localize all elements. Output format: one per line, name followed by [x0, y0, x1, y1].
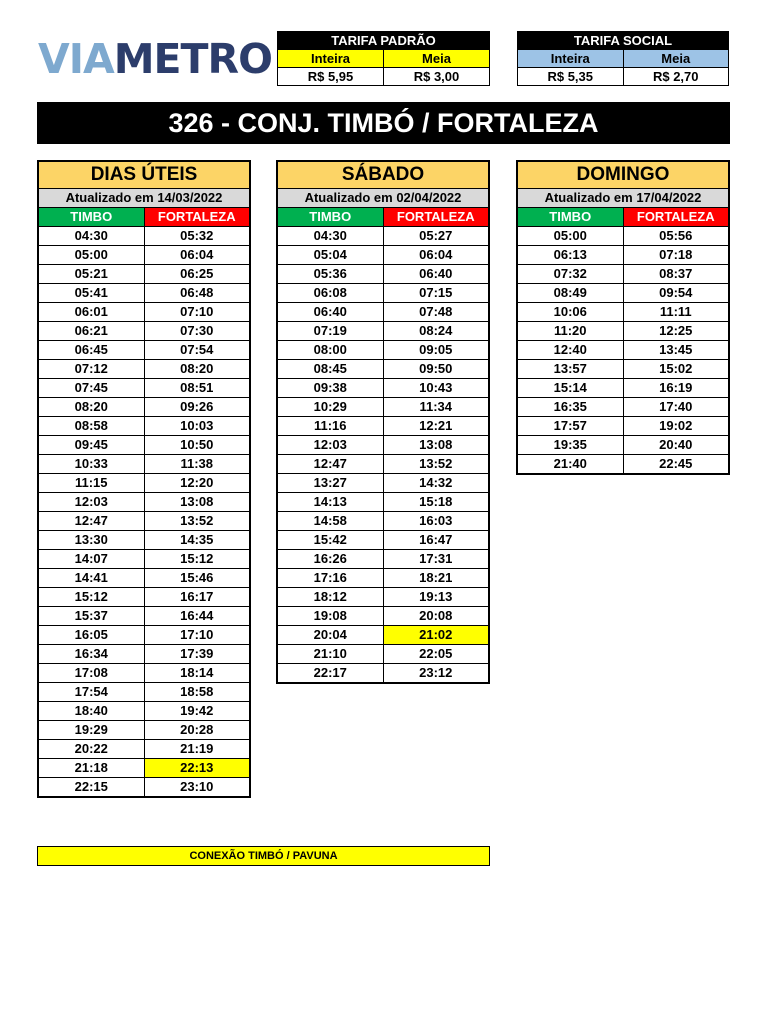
table-row: [517, 246, 729, 265]
departure-time-cell: 17:57: [517, 417, 623, 436]
fare-standard-title: TARIFA PADRÃO: [278, 32, 490, 50]
table-row: [38, 550, 250, 569]
arrival-time-cell: 10:50: [144, 436, 250, 455]
table-row: [38, 398, 250, 417]
departure-time-cell: 04:30: [277, 227, 383, 246]
schedule-weekdays-updated: Atualizado em 14/03/2022: [38, 189, 250, 208]
schedule-saturday-table: [276, 160, 490, 684]
table-row: [38, 455, 250, 474]
fare-standard-col-full: Inteira: [278, 50, 384, 68]
arrival-time-cell: 11:38: [144, 455, 250, 474]
departure-time-cell: 07:12: [38, 360, 144, 379]
table-row: [38, 531, 250, 550]
table-row: [38, 379, 250, 398]
table-row: [38, 417, 250, 436]
table-row: [277, 265, 489, 284]
fare-social-full-value: R$ 5,35: [518, 68, 624, 86]
schedule-sunday-day: DOMINGO: [517, 161, 729, 189]
schedule-sunday-table: [516, 160, 730, 475]
departure-time-cell: 09:45: [38, 436, 144, 455]
table-row: [38, 740, 250, 759]
table-row: [277, 626, 489, 645]
departure-time-cell: 08:58: [38, 417, 144, 436]
departure-time-cell: 08:20: [38, 398, 144, 417]
table-row: [517, 303, 729, 322]
fare-social-col-full: Inteira: [518, 50, 624, 68]
table-row: [277, 303, 489, 322]
departure-time-cell: 19:35: [517, 436, 623, 455]
table-row: [277, 645, 489, 664]
departure-time-cell: 08:45: [277, 360, 383, 379]
table-row: [277, 531, 489, 550]
table-row: [277, 398, 489, 417]
table-row: [517, 265, 729, 284]
table-row: [277, 360, 489, 379]
arrival-time-cell: 13:52: [144, 512, 250, 531]
table-row: [517, 455, 729, 475]
arrival-time-cell: 07:15: [383, 284, 489, 303]
arrival-time-cell: 09:26: [144, 398, 250, 417]
departure-time-cell: 08:49: [517, 284, 623, 303]
table-row: [277, 246, 489, 265]
departure-time-cell: 05:00: [517, 227, 623, 246]
fare-social-table: [517, 31, 729, 86]
departure-time-cell: 14:41: [38, 569, 144, 588]
arrival-time-cell: 18:21: [383, 569, 489, 588]
departure-time-cell: 22:15: [38, 778, 144, 798]
schedule-saturday-day: SÁBADO: [277, 161, 489, 189]
arrival-time-cell: 06:04: [383, 246, 489, 265]
arrival-time-cell: 11:34: [383, 398, 489, 417]
fare-standard-half-value: R$ 3,00: [384, 68, 490, 86]
departure-time-cell: 05:41: [38, 284, 144, 303]
table-row: [277, 436, 489, 455]
departure-time-cell: 05:36: [277, 265, 383, 284]
arrival-time-cell: 07:10: [144, 303, 250, 322]
departure-time-cell: 16:34: [38, 645, 144, 664]
departure-time-cell: 10:29: [277, 398, 383, 417]
table-row: [38, 265, 250, 284]
arrival-time-cell: 15:12: [144, 550, 250, 569]
table-row: [277, 417, 489, 436]
table-row: [277, 341, 489, 360]
column-header-timbo: TIMBO: [38, 208, 144, 227]
arrival-time-cell: 19:42: [144, 702, 250, 721]
arrival-time-cell: 20:08: [383, 607, 489, 626]
arrival-time-cell: 21:02: [383, 626, 489, 645]
arrival-time-cell: 05:32: [144, 227, 250, 246]
arrival-time-cell: 22:45: [623, 455, 729, 475]
departure-time-cell: 14:07: [38, 550, 144, 569]
departure-time-cell: 12:47: [38, 512, 144, 531]
arrival-time-cell: 16:19: [623, 379, 729, 398]
table-row: [38, 341, 250, 360]
table-row: [38, 512, 250, 531]
table-row: [517, 398, 729, 417]
departure-time-cell: 16:05: [38, 626, 144, 645]
table-row: [517, 341, 729, 360]
fare-standard-full-value: R$ 5,95: [278, 68, 384, 86]
departure-time-cell: 16:26: [277, 550, 383, 569]
table-row: [38, 474, 250, 493]
arrival-time-cell: 16:03: [383, 512, 489, 531]
arrival-time-cell: 13:08: [383, 436, 489, 455]
arrival-time-cell: 18:58: [144, 683, 250, 702]
table-row: [277, 512, 489, 531]
arrival-time-cell: 12:20: [144, 474, 250, 493]
departure-time-cell: 21:18: [38, 759, 144, 778]
departure-time-cell: 06:21: [38, 322, 144, 341]
column-header-timbo: TIMBO: [277, 208, 383, 227]
arrival-time-cell: 06:25: [144, 265, 250, 284]
arrival-time-cell: 12:21: [383, 417, 489, 436]
departure-time-cell: 07:45: [38, 379, 144, 398]
arrival-time-cell: 15:46: [144, 569, 250, 588]
departure-time-cell: 05:00: [38, 246, 144, 265]
table-row: [517, 284, 729, 303]
departure-time-cell: 17:08: [38, 664, 144, 683]
route-title: 326 - CONJ. TIMBÓ / FORTALEZA: [37, 102, 730, 144]
arrival-time-cell: 16:44: [144, 607, 250, 626]
table-row: [38, 626, 250, 645]
column-header-fortaleza: FORTALEZA: [144, 208, 250, 227]
departure-time-cell: 13:27: [277, 474, 383, 493]
table-row: [38, 284, 250, 303]
departure-time-cell: 06:01: [38, 303, 144, 322]
table-row: [38, 721, 250, 740]
arrival-time-cell: 18:14: [144, 664, 250, 683]
table-row: [38, 645, 250, 664]
table-row: [277, 607, 489, 626]
table-row: [517, 322, 729, 341]
departure-time-cell: 12:47: [277, 455, 383, 474]
arrival-time-cell: 13:52: [383, 455, 489, 474]
departure-time-cell: 13:57: [517, 360, 623, 379]
table-row: [38, 664, 250, 683]
departure-time-cell: 10:06: [517, 303, 623, 322]
table-row: [517, 436, 729, 455]
column-header-fortaleza: FORTALEZA: [383, 208, 489, 227]
table-row: [38, 588, 250, 607]
table-row: [277, 588, 489, 607]
departure-time-cell: 06:45: [38, 341, 144, 360]
arrival-time-cell: 14:32: [383, 474, 489, 493]
table-row: [277, 550, 489, 569]
arrival-time-cell: 13:08: [144, 493, 250, 512]
logo-metro-text: METRO: [113, 35, 272, 83]
departure-time-cell: 19:08: [277, 607, 383, 626]
departure-time-cell: 11:16: [277, 417, 383, 436]
table-row: [38, 322, 250, 341]
arrival-time-cell: 22:13: [144, 759, 250, 778]
departure-time-cell: 17:16: [277, 569, 383, 588]
fare-standard-col-half: Meia: [384, 50, 490, 68]
table-row: [38, 246, 250, 265]
departure-time-cell: 13:30: [38, 531, 144, 550]
table-row: [38, 360, 250, 379]
departure-time-cell: 07:19: [277, 322, 383, 341]
departure-time-cell: 15:14: [517, 379, 623, 398]
table-row: [277, 474, 489, 493]
departure-time-cell: 17:54: [38, 683, 144, 702]
table-row: [38, 493, 250, 512]
arrival-time-cell: 07:54: [144, 341, 250, 360]
arrival-time-cell: 06:40: [383, 265, 489, 284]
column-header-timbo: TIMBO: [517, 208, 623, 227]
arrival-time-cell: 14:35: [144, 531, 250, 550]
departure-time-cell: 06:08: [277, 284, 383, 303]
column-header-fortaleza: FORTALEZA: [623, 208, 729, 227]
arrival-time-cell: 08:20: [144, 360, 250, 379]
fare-social-half-value: R$ 2,70: [623, 68, 729, 86]
arrival-time-cell: 16:47: [383, 531, 489, 550]
arrival-time-cell: 09:50: [383, 360, 489, 379]
arrival-time-cell: 23:12: [383, 664, 489, 684]
schedule-weekdays-table: [37, 160, 251, 798]
departure-time-cell: 20:22: [38, 740, 144, 759]
departure-time-cell: 08:00: [277, 341, 383, 360]
table-row: [517, 417, 729, 436]
table-row: [277, 664, 489, 684]
fare-standard-table: [277, 31, 490, 86]
departure-time-cell: 18:12: [277, 588, 383, 607]
arrival-time-cell: 10:43: [383, 379, 489, 398]
arrival-time-cell: 06:48: [144, 284, 250, 303]
arrival-time-cell: 23:10: [144, 778, 250, 798]
connection-note: CONEXÃO TIMBÓ / PAVUNA: [37, 846, 490, 866]
table-row: [277, 569, 489, 588]
table-row: [38, 569, 250, 588]
arrival-time-cell: 09:54: [623, 284, 729, 303]
departure-time-cell: 16:35: [517, 398, 623, 417]
arrival-time-cell: 16:17: [144, 588, 250, 607]
departure-time-cell: 09:38: [277, 379, 383, 398]
arrival-time-cell: 08:51: [144, 379, 250, 398]
table-row: [277, 227, 489, 246]
arrival-time-cell: 05:56: [623, 227, 729, 246]
table-row: [517, 227, 729, 246]
arrival-time-cell: 15:18: [383, 493, 489, 512]
arrival-time-cell: 06:04: [144, 246, 250, 265]
table-row: [38, 702, 250, 721]
departure-time-cell: 14:13: [277, 493, 383, 512]
departure-time-cell: 12:03: [38, 493, 144, 512]
departure-time-cell: 06:40: [277, 303, 383, 322]
departure-time-cell: 22:17: [277, 664, 383, 684]
table-row: [38, 227, 250, 246]
table-row: [277, 493, 489, 512]
arrival-time-cell: 22:05: [383, 645, 489, 664]
departure-time-cell: 12:40: [517, 341, 623, 360]
departure-time-cell: 21:10: [277, 645, 383, 664]
table-row: [38, 436, 250, 455]
departure-time-cell: 11:20: [517, 322, 623, 341]
arrival-time-cell: 05:27: [383, 227, 489, 246]
arrival-time-cell: 08:37: [623, 265, 729, 284]
departure-time-cell: 11:15: [38, 474, 144, 493]
arrival-time-cell: 20:28: [144, 721, 250, 740]
departure-time-cell: 06:13: [517, 246, 623, 265]
departure-time-cell: 07:32: [517, 265, 623, 284]
fare-social-col-half: Meia: [623, 50, 729, 68]
arrival-time-cell: 20:40: [623, 436, 729, 455]
arrival-time-cell: 19:13: [383, 588, 489, 607]
arrival-time-cell: 10:03: [144, 417, 250, 436]
departure-time-cell: 04:30: [38, 227, 144, 246]
table-row: [277, 284, 489, 303]
arrival-time-cell: 17:10: [144, 626, 250, 645]
arrival-time-cell: 11:11: [623, 303, 729, 322]
departure-time-cell: 20:04: [277, 626, 383, 645]
arrival-time-cell: 07:48: [383, 303, 489, 322]
logo-via-text: VIA: [38, 35, 114, 83]
arrival-time-cell: 13:45: [623, 341, 729, 360]
arrival-time-cell: 09:05: [383, 341, 489, 360]
departure-time-cell: 14:58: [277, 512, 383, 531]
schedule-sunday-updated: Atualizado em 17/04/2022: [517, 189, 729, 208]
table-row: [277, 322, 489, 341]
departure-time-cell: 05:04: [277, 246, 383, 265]
departure-time-cell: 12:03: [277, 436, 383, 455]
table-row: [517, 360, 729, 379]
arrival-time-cell: 17:40: [623, 398, 729, 417]
departure-time-cell: 18:40: [38, 702, 144, 721]
arrival-time-cell: 07:30: [144, 322, 250, 341]
table-row: [38, 778, 250, 798]
departure-time-cell: 15:42: [277, 531, 383, 550]
table-row: [277, 379, 489, 398]
schedule-weekdays-day: DIAS ÚTEIS: [38, 161, 250, 189]
departure-time-cell: 21:40: [517, 455, 623, 475]
arrival-time-cell: 07:18: [623, 246, 729, 265]
table-row: [517, 379, 729, 398]
arrival-time-cell: 19:02: [623, 417, 729, 436]
arrival-time-cell: 17:31: [383, 550, 489, 569]
departure-time-cell: 10:33: [38, 455, 144, 474]
departure-time-cell: 05:21: [38, 265, 144, 284]
table-row: [38, 303, 250, 322]
table-row: [38, 607, 250, 626]
departure-time-cell: 15:12: [38, 588, 144, 607]
schedule-saturday-updated: Atualizado em 02/04/2022: [277, 189, 489, 208]
arrival-time-cell: 17:39: [144, 645, 250, 664]
table-row: [38, 683, 250, 702]
departure-time-cell: 19:29: [38, 721, 144, 740]
departure-time-cell: 15:37: [38, 607, 144, 626]
viametro-logo: [38, 34, 272, 84]
arrival-time-cell: 08:24: [383, 322, 489, 341]
table-row: [277, 455, 489, 474]
arrival-time-cell: 15:02: [623, 360, 729, 379]
table-row: [38, 759, 250, 778]
fare-social-title: TARIFA SOCIAL: [518, 32, 729, 50]
arrival-time-cell: 12:25: [623, 322, 729, 341]
arrival-time-cell: 21:19: [144, 740, 250, 759]
